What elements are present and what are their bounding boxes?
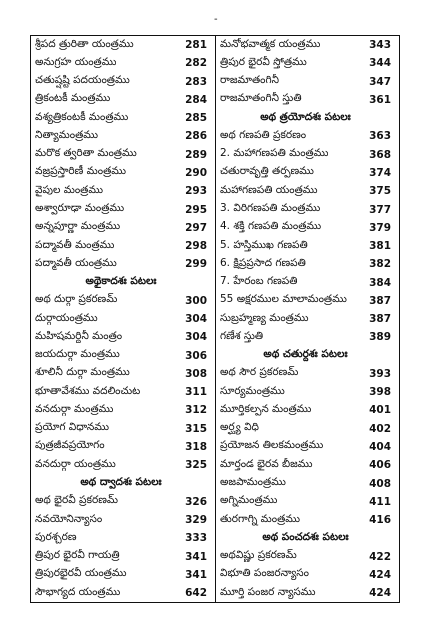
entry-page-number: 312 — [185, 404, 207, 417]
entry-page-number: 398 — [369, 386, 391, 399]
toc-entry — [31, 328, 215, 346]
entry-title: ప్రయోగ విధానము — [35, 421, 109, 434]
entry-title: త్రిపురభైరవీ యంత్రము — [35, 567, 127, 580]
toc-entry — [216, 328, 399, 346]
section-header: అథ త్రయోదశః పటలః — [260, 110, 351, 123]
entry-page-number: 289 — [185, 148, 207, 161]
entry-title: వశ్యత్రికంటకీ మంత్రము — [35, 110, 129, 123]
toc-entry — [31, 438, 215, 456]
entry-title: మరొక త్వరితా మంత్రము — [35, 147, 137, 160]
entry-title: దుర్గాయంత్రము — [35, 311, 98, 324]
entry-title: వనదుర్గా మంత్రము — [35, 402, 114, 415]
toc-entry — [31, 109, 215, 127]
toc-entry — [216, 474, 399, 492]
entry-page-number: 416 — [369, 514, 391, 527]
entry-page-number: 404 — [369, 440, 391, 453]
toc-entry — [31, 36, 215, 54]
entry-page-number: 326 — [185, 495, 207, 508]
toc-entry — [216, 36, 399, 54]
section-header: అథ ద్వాదశః పటలః — [80, 476, 162, 488]
entry-title: శ్రీపద త్రురితా యంత్రము — [35, 37, 134, 50]
toc-entry — [216, 146, 399, 164]
entry-page-number: 408 — [369, 477, 391, 490]
entry-title: పద్మావతీ మంత్రము — [35, 238, 115, 251]
entry-title: మూర్తికల్పన మంత్రము — [220, 402, 312, 415]
entry-page-number: 282 — [185, 57, 207, 70]
table-of-contents — [30, 35, 400, 603]
toc-entry — [216, 438, 399, 456]
entry-page-number: 286 — [185, 130, 207, 143]
entry-title: నిత్యామంత్రము — [35, 128, 98, 141]
entry-page-number: 381 — [369, 240, 391, 253]
entry-title: శూలినీ దుర్గా మంత్రము — [35, 366, 130, 379]
entry-page-number: 343 — [369, 39, 391, 52]
entry-title: 2. మహాగణపతి మంత్రము — [220, 147, 329, 160]
entry-title: గణేశ స్తుతి — [220, 329, 264, 342]
entry-title: అథ సౌర ప్రకరణమ్ — [220, 366, 299, 379]
entry-page-number: 281 — [185, 39, 207, 52]
entry-title: వైపుల మంత్రము — [35, 183, 104, 196]
toc-entry — [31, 547, 215, 565]
entry-title: మార్తండ భైరవ బీజము — [220, 457, 313, 470]
entry-title: అథ గణపతి ప్రకరణం — [220, 128, 307, 141]
entry-title: సూర్యమంత్రము — [220, 384, 285, 397]
toc-entry — [216, 401, 399, 419]
toc-entry — [31, 182, 215, 200]
entry-title: తురగాగ్ని మంత్రము — [220, 512, 301, 525]
toc-entry — [31, 54, 215, 72]
toc-entry — [216, 292, 399, 310]
entry-page-number: 377 — [369, 203, 391, 216]
entry-page-number: 299 — [185, 258, 207, 271]
toc-entry — [31, 255, 215, 273]
toc-entry — [31, 310, 215, 328]
toc-entry — [216, 584, 399, 602]
toc-entry — [216, 310, 399, 328]
entry-page-number: 411 — [369, 495, 391, 508]
entry-page-number: 325 — [185, 459, 207, 472]
entry-title: నవయోనిన్యాసం — [35, 512, 103, 525]
page-mark: - — [214, 14, 218, 25]
toc-entry — [216, 420, 399, 438]
entry-title: త్రికంటకీ మంత్రము — [35, 92, 111, 105]
entry-title: పద్మావతీ యంత్రము — [35, 256, 117, 269]
entry-title: ప్రయోజన తిలకమంత్రము — [220, 439, 324, 452]
entry-page-number: 318 — [185, 440, 207, 453]
toc-entry — [216, 200, 399, 218]
entry-page-number: 389 — [369, 331, 391, 344]
entry-title: మూర్తి పంజర న్యాసము — [220, 585, 316, 598]
toc-entry — [31, 511, 215, 529]
entry-page-number: 304 — [185, 313, 207, 326]
entry-page-number: 374 — [369, 166, 391, 179]
entry-title: అనుగ్రహ యంత్రము — [35, 55, 117, 68]
entry-page-number: 329 — [185, 514, 207, 527]
entry-page-number: 306 — [185, 349, 207, 362]
entry-title: వజ్రప్రస్తారిణీ మంత్రము — [35, 165, 127, 178]
toc-entry — [31, 91, 215, 109]
entry-title: భూతావేశము వదలించుట — [35, 384, 141, 397]
toc-entry — [216, 91, 399, 109]
toc-entry — [31, 401, 215, 419]
toc-entry — [216, 456, 399, 474]
entry-page-number: 311 — [185, 386, 207, 399]
toc-entry — [216, 273, 399, 291]
entry-title: చతురావృత్తి తర్పణము — [220, 165, 314, 178]
entry-title: అథవిష్ణు ప్రకరణమ్ — [220, 549, 297, 562]
toc-entry — [216, 255, 399, 273]
entry-title: త్రిపుర భైరవీ గాయత్రి — [35, 549, 120, 562]
entry-page-number: 424 — [369, 568, 391, 581]
entry-page-number: 393 — [369, 367, 391, 380]
entry-page-number: 297 — [185, 221, 207, 234]
entry-page-number: 379 — [369, 221, 391, 234]
entry-title: 55 అక్షరముల మాలామంత్రము — [220, 293, 347, 306]
entry-page-number: 401 — [369, 404, 391, 417]
entry-page-number: 347 — [369, 75, 391, 88]
entry-page-number: 341 — [185, 550, 207, 563]
entry-title: అథ దుర్గా ప్రకరణమ్ — [35, 293, 118, 306]
entry-page-number: 402 — [369, 422, 391, 435]
toc-entry — [216, 365, 399, 383]
toc-entry — [216, 182, 399, 200]
entry-page-number: 382 — [369, 258, 391, 271]
entry-title: పురశ్చరణ — [35, 530, 77, 543]
toc-entry — [31, 164, 215, 182]
toc-entry — [216, 219, 399, 237]
entry-page-number: 298 — [185, 240, 207, 253]
right-column — [216, 36, 399, 602]
entry-page-number: 375 — [369, 185, 391, 198]
entry-title: 6. క్షిప్రప్రసాద గణపతి — [220, 256, 306, 269]
entry-page-number: 344 — [369, 57, 391, 70]
entry-page-number: 341 — [185, 568, 207, 581]
left-column — [31, 36, 216, 602]
toc-entry — [216, 127, 399, 145]
entry-page-number: 363 — [369, 130, 391, 143]
toc-entry — [31, 529, 215, 547]
toc-entry — [31, 456, 215, 474]
toc-entry — [216, 383, 399, 401]
entry-title: 3. విరిగణపతి మంత్రము — [220, 202, 321, 215]
entry-page-number: 293 — [185, 185, 207, 198]
entry-title: విభూతి పంజరన్యాసం — [220, 567, 310, 580]
entry-page-number: 295 — [185, 203, 207, 216]
entry-title: వనదుర్గా యంత్రము — [35, 457, 116, 470]
entry-title: అశ్వారూఢా మంత్రము — [35, 202, 125, 215]
entry-title: త్రిపుర భైరవీ స్తోత్రము — [220, 55, 307, 68]
entry-title: సౌభాగ్యద యంత్రము — [35, 585, 121, 598]
entry-page-number: 422 — [369, 550, 391, 563]
toc-entry — [31, 292, 215, 310]
entry-page-number: 387 — [369, 294, 391, 307]
entry-page-number: 384 — [369, 276, 391, 289]
entry-page-number: 368 — [369, 148, 391, 161]
entry-title: అన్నపూర్ణా మంత్రము — [35, 220, 121, 233]
entry-title: మనోభవాత్మక యంత్రము — [220, 37, 321, 50]
toc-entry — [216, 493, 399, 511]
toc-entry — [31, 365, 215, 383]
toc-entry — [216, 547, 399, 565]
toc-entry — [31, 200, 215, 218]
entry-title: అర్ఘ్య విధి — [220, 421, 259, 434]
entry-title: అజపామంత్రము — [220, 476, 286, 488]
entry-page-number: 304 — [185, 331, 207, 344]
toc-entry — [216, 164, 399, 182]
toc-entry — [216, 54, 399, 72]
entry-page-number: 333 — [185, 532, 207, 545]
entry-page-number: 387 — [369, 313, 391, 326]
entry-title: రాజమాతంగినీ స్తుతి — [220, 92, 302, 105]
toc-entry — [31, 420, 215, 438]
toc-entry — [216, 73, 399, 91]
entry-title: రాజమాతంగినీ — [220, 74, 279, 87]
section-header: అథ పంచదశః పటలః — [262, 530, 349, 543]
entry-title: అథ భైరవీ ప్రకరణమ్ — [35, 494, 119, 507]
entry-page-number: 642 — [185, 587, 207, 600]
entry-title: 7. హేరంబ గణపతి — [220, 275, 298, 288]
section-header: అథ చతుర్దశః పటలః — [263, 348, 348, 361]
entry-title: పుత్రజీవప్రయోగం — [35, 439, 105, 452]
entry-page-number: 315 — [185, 422, 207, 435]
toc-entry — [31, 237, 215, 255]
entry-page-number: 424 — [369, 587, 391, 600]
toc-entry — [31, 584, 215, 602]
entry-title: 4. శక్తి గణపతి మంత్రము — [220, 220, 322, 233]
entry-title: సుబ్రహ్మణ్య మంత్రము — [220, 311, 309, 324]
entry-page-number: 290 — [185, 166, 207, 179]
toc-entry — [31, 347, 215, 365]
toc-entry — [216, 566, 399, 584]
entry-title: జయదుర్గా మంత్రము — [35, 348, 120, 361]
entry-title: మహిషమర్దినీ మంత్రం — [35, 329, 123, 342]
entry-page-number: 283 — [185, 75, 207, 88]
entry-page-number: 361 — [369, 93, 391, 106]
toc-entry — [31, 493, 215, 511]
toc-entry — [31, 383, 215, 401]
entry-title: చతుష్షష్టి పదయంత్రము — [35, 74, 130, 87]
toc-entry — [31, 566, 215, 584]
toc-entry — [31, 127, 215, 145]
toc-entry — [31, 146, 215, 164]
entry-title: 5. హస్తిముఖ గణపతి — [220, 238, 308, 251]
entry-title: అగ్నిమంత్రము — [220, 494, 278, 507]
toc-entry — [216, 511, 399, 529]
section-header: అథైకాదశః పటలః — [85, 275, 157, 288]
entry-page-number: 406 — [369, 459, 391, 472]
toc-entry — [31, 73, 215, 91]
entry-page-number: 284 — [185, 93, 207, 106]
entry-page-number: 308 — [185, 367, 207, 380]
entry-page-number: 285 — [185, 112, 207, 125]
entry-page-number: 300 — [185, 294, 207, 307]
toc-entry — [31, 219, 215, 237]
entry-title: మహాగణపతి యంత్రము — [220, 183, 318, 196]
toc-entry — [216, 237, 399, 255]
